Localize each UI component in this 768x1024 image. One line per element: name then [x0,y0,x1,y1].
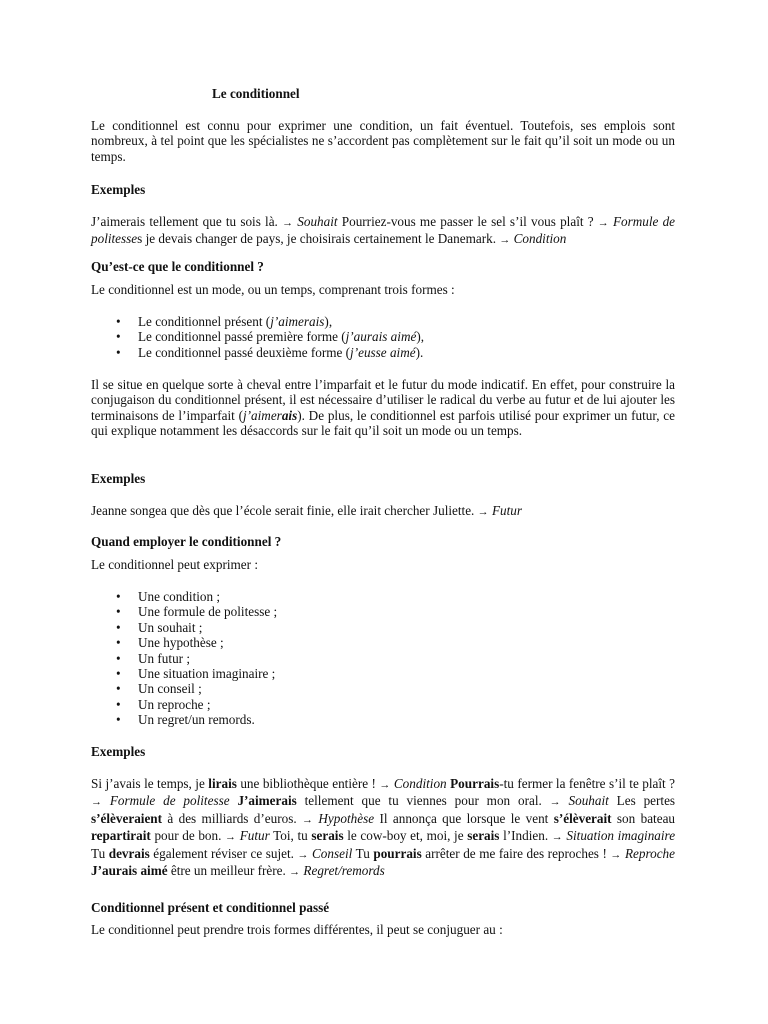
examples-paragraph-3: Si j’avais le temps, je lirais une bibliothèque entière ! → Condition Pourrais-tu fermer la fenêtre s’il te plaît ? → Formule de politesse J’aimerais tellement que tu viennes pour mon oral. → Souhait Les pertes s’élèveraient à des milliards d’euros. → Hypothèse Il annonça que lorsque le vent s’élèverait son bateau repartirait pour de bon. → Futur Toi, tu serais le cow-boy et, moi, je serais l’Indien. → Situation imaginaire Tu devrais également réviser ce sujet. → Conseil Tu pourrais arrêter de me faire des reproches ! → Reproche J’aurais aimé être un meilleur frère. → Regret/remords [91,776,676,879]
page-title: Le conditionnel [212,86,300,101]
list-item: • Un souhait ; [116,619,203,635]
arrow-icon: → [289,866,301,879]
arrow-icon: → [610,848,622,861]
list-item: • Un regret/un remords. [116,712,255,728]
arrow-icon: → [551,831,563,844]
section-heading-examples-1: Exemples [91,182,146,197]
arrow-icon: → [477,506,489,518]
section-heading-what-is: Qu’est-ce que le conditionnel ? [91,259,264,274]
arrow-icon: → [302,813,314,826]
arrow-icon: → [225,831,237,844]
bullet-icon: • [116,604,121,620]
list-item: • Un reproche ; [116,696,211,712]
section-lead-forms: Le conditionnel est un mode, ou un temps, comprenant trois formes : [91,282,455,297]
list-item: • Une hypothèse ; [116,635,224,651]
arrow-icon: → [549,796,561,809]
list-item: • Le conditionnel passé première forme (j’aurais aimé), [116,329,425,345]
intro-paragraph: Le conditionnel est connu pour exprimer une condition, un fait éventuel. Toutefois, ses emplois sont nombreux, à tel point que les spécialistes ne s’accordent pas complètement sur le fait qu’il soit un mode ou un temps. [91,118,675,164]
list-item: • Un conseil ; [116,681,202,697]
section-heading-examples-3: Exemples [91,744,146,759]
examples-paragraph-1: J’aimerais tellement que tu sois là. → Souhait Pourriez-vous me passer le sel s’il vous plaît ? → Formule de politesses je devais changer de pays, je choisirais certainement le Danemark. → Condition [91,214,676,247]
bullet-icon: • [116,619,121,635]
forms-list [91,314,675,360]
list-item: • Un futur ; [116,650,191,666]
list-item: • Une formule de politesse ; [116,604,278,620]
list-item: • Le conditionnel passé deuxième forme (j’eusse aimé). [116,344,424,360]
section-heading-when: Quand employer le conditionnel ? [91,534,282,549]
examples-paragraph-2: Jeanne songea que dès que l’école serait finie, elle irait chercher Juliette. → Futur [91,503,522,518]
uses-list [91,589,675,728]
arrow-icon: → [297,848,309,861]
section-heading-present-past: Conditionnel présent et conditionnel passé [91,900,330,915]
bullet-icon: • [116,589,121,604]
arrow-icon: → [499,234,511,247]
section-lead-three-forms: Le conditionnel peut prendre trois formes différentes, il peut se conjuguer au : [91,922,503,937]
arrow-icon: → [597,217,609,229]
bullet-icon: • [116,344,121,360]
bullet-icon: • [116,681,121,697]
arrow-icon: → [91,796,102,809]
bullet-icon: • [116,712,121,728]
bullet-icon: • [116,314,121,329]
section-heading-examples-2: Exemples [91,471,146,486]
list-item: • Le conditionnel présent (j’aimerais), [116,314,333,329]
arrow-icon: → [282,217,294,229]
bullet-icon: • [116,329,121,345]
list-item: • Une condition ; [116,589,221,604]
bullet-icon: • [116,665,121,681]
section-lead-uses: Le conditionnel peut exprimer : [91,557,258,572]
list-item: • Une situation imaginaire ; [116,665,276,681]
bullet-icon: • [116,635,121,651]
bullet-icon: • [116,696,121,712]
bullet-icon: • [116,650,121,666]
arrow-icon: → [379,779,391,791]
explanation-paragraph: Il se situe en quelque sorte à cheval entre l’imparfait et le futur du mode indicatif. En effet, pour construire la conjugaison du conditionnel présent, il est nécessaire d’utiliser le radical du verbe au futur et de lui ajouter les terminaisons de l’imparfait (j’aimerais). De plus, le conditionnel est parfois utilisé pour exprimer un futur, ce qui explique notamment les désaccords sur le fait qu’il soit un mode ou un temps. [91,377,675,439]
